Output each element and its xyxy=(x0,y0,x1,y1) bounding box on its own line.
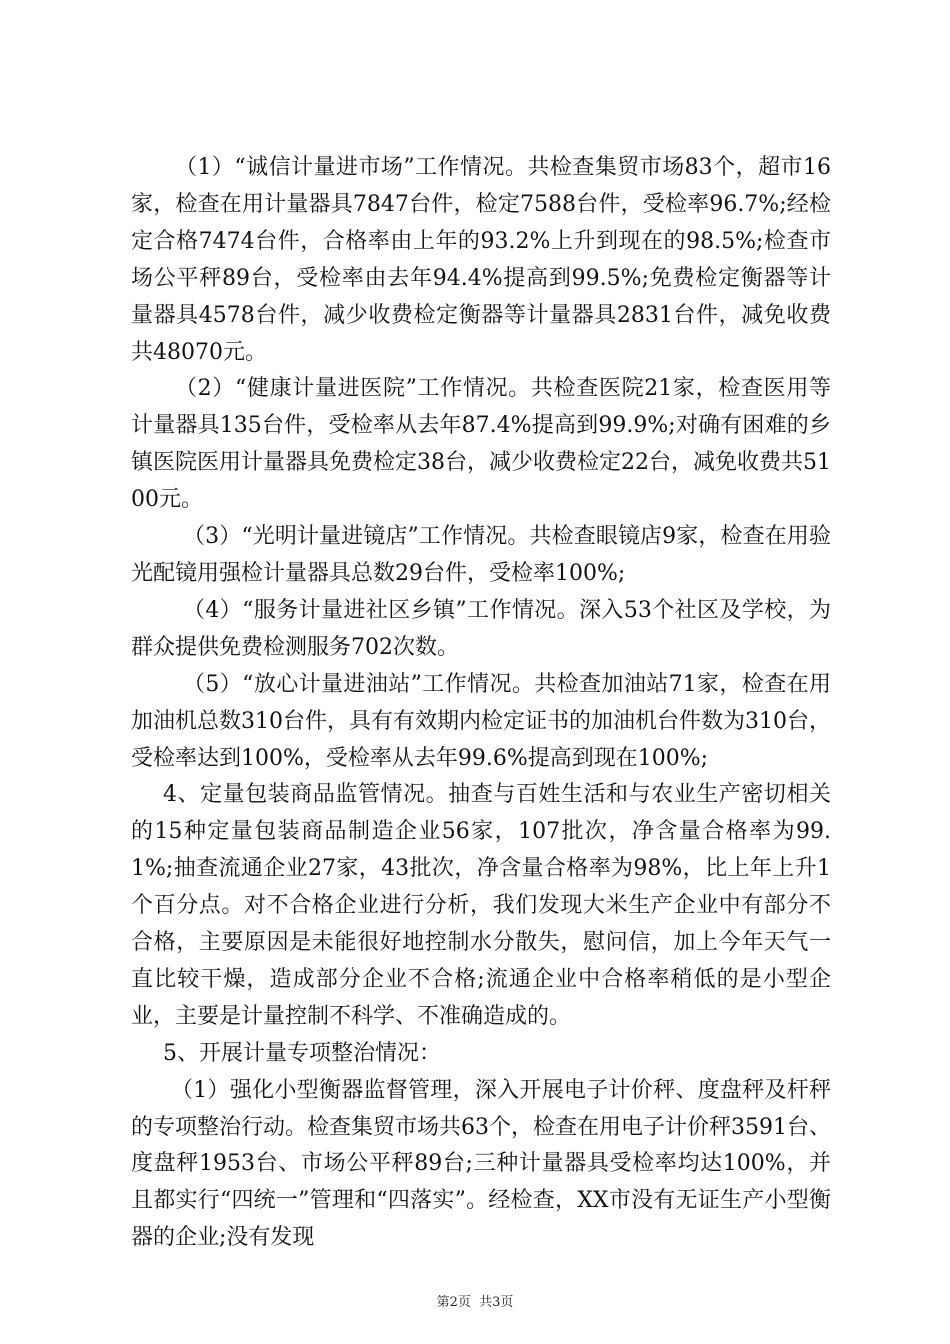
paragraph-hospital-metrology: （2）“健康计量进医院”工作情况。共检查医院21家，检查医用等计量器具135台件，受检率从去年87.4%提高到99.9%;对确有困难的乡镇医院医用计量器具免费检定38台，减少收费检定22台，减免收费共5100元。 xyxy=(131,376,831,513)
paragraph-packaged-goods: 4、定量包装商品监管情况。抽查与百姓生活和与农业生产密切相关的15种定量包装商品制造企业56家，107批次，净含量合格率为99.1%;抽查流通企业27家，43批次，净含量合格率为98%，比上年上升1个百分点。对不合格企业进行分析，我们发现大米生产企业中有部分不合格，主要原因是未能很好地控制水分散失，慰问信，加上今年天气一直比较干燥，造成部分企业不合格;流通企业中合格率稍低的是小型企业，主要是计量控制不科学、不准确造成的。 xyxy=(131,782,831,1029)
page-footer xyxy=(0,1291,950,1310)
paragraph-market-metrology: （1）“诚信计量进市场”工作情况。共检查集贸市场83个，超市16家，检查在用计量器具7847台件，检定7588台件，受检率96.7%;经检定合格7474台件，合格率由上年的93.2%上升到现在的98.5%;检查市场公平秤89台，受检率由去年94.4%提高到99.5%;免费检定衡器等计量器具4578台件，减少收费检定衡器等计量器具2831台件，减免收费共48070元。 xyxy=(131,155,831,365)
paragraph-scale-supervision: （1）强化小型衡器监督管理，深入开展电子计价秤、度盘秤及杆秤的专项整治行动。检查集贸市场共63个，检查在用电子计价秤3591台、度盘秤1953台、市场公平秤89台;三种计量器具受检率均达100%，并且都实行“四统一”管理和“四落实”。经检查，XX市没有无证生产小型衡器的企业;没有发现 xyxy=(131,1077,831,1251)
document-body xyxy=(131,150,831,1257)
paragraph-gas-station-metrology: （5）“放心计量进油站”工作情况。共检查加油站71家，检查在用加油机总数310台件，具有有效期内检定证书的加油机台件数为310台，受检率达到100%，受检率从去年99.6%提高到现在100%; xyxy=(131,671,831,771)
page-number: 第2页 xyxy=(436,1295,471,1310)
paragraph-special-rectification-heading: 5、开展计量专项整治情况： xyxy=(163,1040,441,1066)
page-total: 共3页 xyxy=(479,1295,514,1310)
paragraph-optical-store-metrology: （3）“光明计量进镜店”工作情况。共检查眼镜店9家，检查在用验光配镜用强检计量器具总数29台件，受检率100%; xyxy=(131,524,831,586)
paragraph-community-metrology: （4）“服务计量进社区乡镇”工作情况。深入53个社区及学校，为群众提供免费检测服务702次数。 xyxy=(131,597,831,660)
